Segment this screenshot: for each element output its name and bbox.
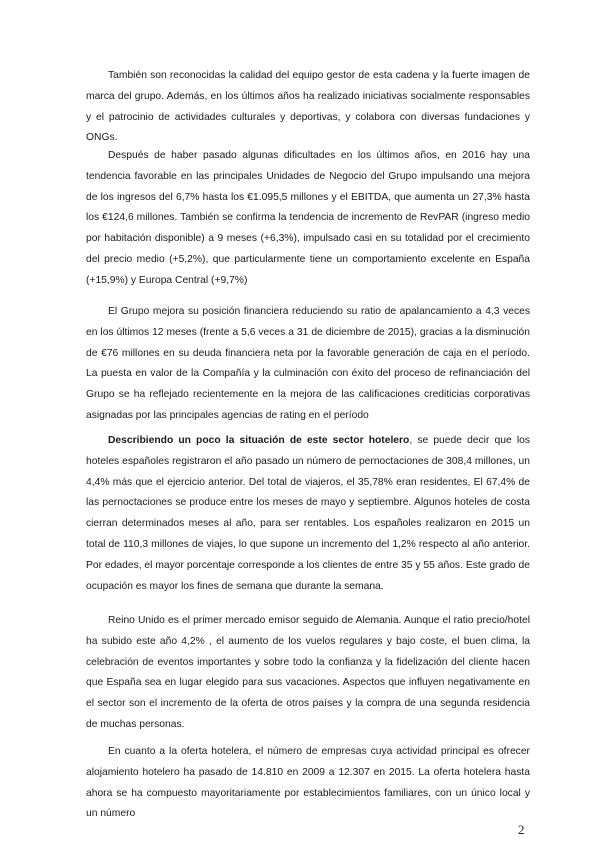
paragraph-2-text: Después de haber pasado algunas dificultades en los últimos años, en 2016 hay una tendencia favorable en las principales Unidades de Negocio del Grupo impulsando una mejora de los ingresos del 6,7% hasta los €1.095,5 millones y el EBITDA, que aumenta un 27,3% hasta los €124,6 millones. También se confirma la tendencia de incremento de RevPAR (ingreso medio por habitación disponible) a 9 meses (+6,3%), impulsado casi en su totalidad por el crecimiento del precio medio (+5,2%), que particularmente tiene un comportamiento excelente en España (+15,9%) y Europa Central (+9,7%) [86,150,530,286]
paragraph-3-text: El Grupo mejora su posición financiera reduciendo su ratio de apalancamiento a 4,3 veces en los últimos 12 meses (frente a 5,6 veces a 31 de diciembre de 2015), gracias a la disminución de €76 millones en su deuda financiera neta por la favorable generación de caja en el período. La puesta en valor de la Compañía y la culminación con éxito del proceso de refinanciación del Grupo se ha reflejado recientemente en la mejora de las calificaciones crediticias corporativas asignadas por las principales agencias de rating en el período [86,306,530,421]
page-number: 2 [518,822,525,837]
paragraph-4-text: , se puede decir que los hoteles españoles registraron el año pasado un número de pernoctaciones de 308,4 millones, un 4,4% más que el ejercicio anterior. Del total de viajeros, el 35,78% eran residentes, El 67,4% de las pernoctaciones se produce entre los meses de mayo y septiembre. Algunos hoteles de costa cierran determinados meses al año, para ser rentables. Los españoles realizaron en 2015 un total de 110,3 millones de viajes, lo que supone un incremento del 1,2% respecto al año anterior. Por edades, el mayor porcentaje corresponde a los clientes de entre 35 y 55 años. Este grado de ocupación es mayor los fines de semana que durante la semana. [86,435,530,592]
paragraph-3 [86,302,530,427]
paragraph-6-text: En cuanto a la oferta hotelera, el número de empresas cuya actividad principal es ofrecer alojamiento hotelero ha pasado de 14.810 en 2009 a 12.307 en 2015. La oferta hotelera hasta ahora se ha compuesto mayoritariamente por establecimientos familiares, con un único local y un número [86,746,530,820]
paragraph-5 [86,611,530,736]
paragraph-6 [86,742,530,825]
paragraph-1 [86,66,530,149]
paragraph-1-text: También son reconocidas la calidad del equipo gestor de esta cadena y la fuerte imagen de marca del grupo. Además, en los últimos años ha realizado iniciativas socialmente responsables y el patrocinio de actividades culturales y deportivas, y colabora con diversas fundaciones y ONGs. [86,70,530,144]
paragraph-2 [86,146,530,292]
paragraph-4-bold: Describiendo un poco la situación de este sector hotelero [108,435,410,446]
paragraph-5-text: Reino Unido es el primer mercado emisor seguido de Alemania. Aunque el ratio precio/hotel ha subido este año 4,2% , el aumento de los vuelos regulares y bajo coste, el buen clima, la celebración de eventos importantes y sobre todo la confianza y la fidelización del cliente hacen que España sea en lugar elegido para sus vacaciones. Aspectos que influyen negativamente en el sector son el incremento de la oferta de otros países y la compra de una segunda residencia de muchas personas. [86,615,530,730]
paragraph-4 [86,431,530,597]
